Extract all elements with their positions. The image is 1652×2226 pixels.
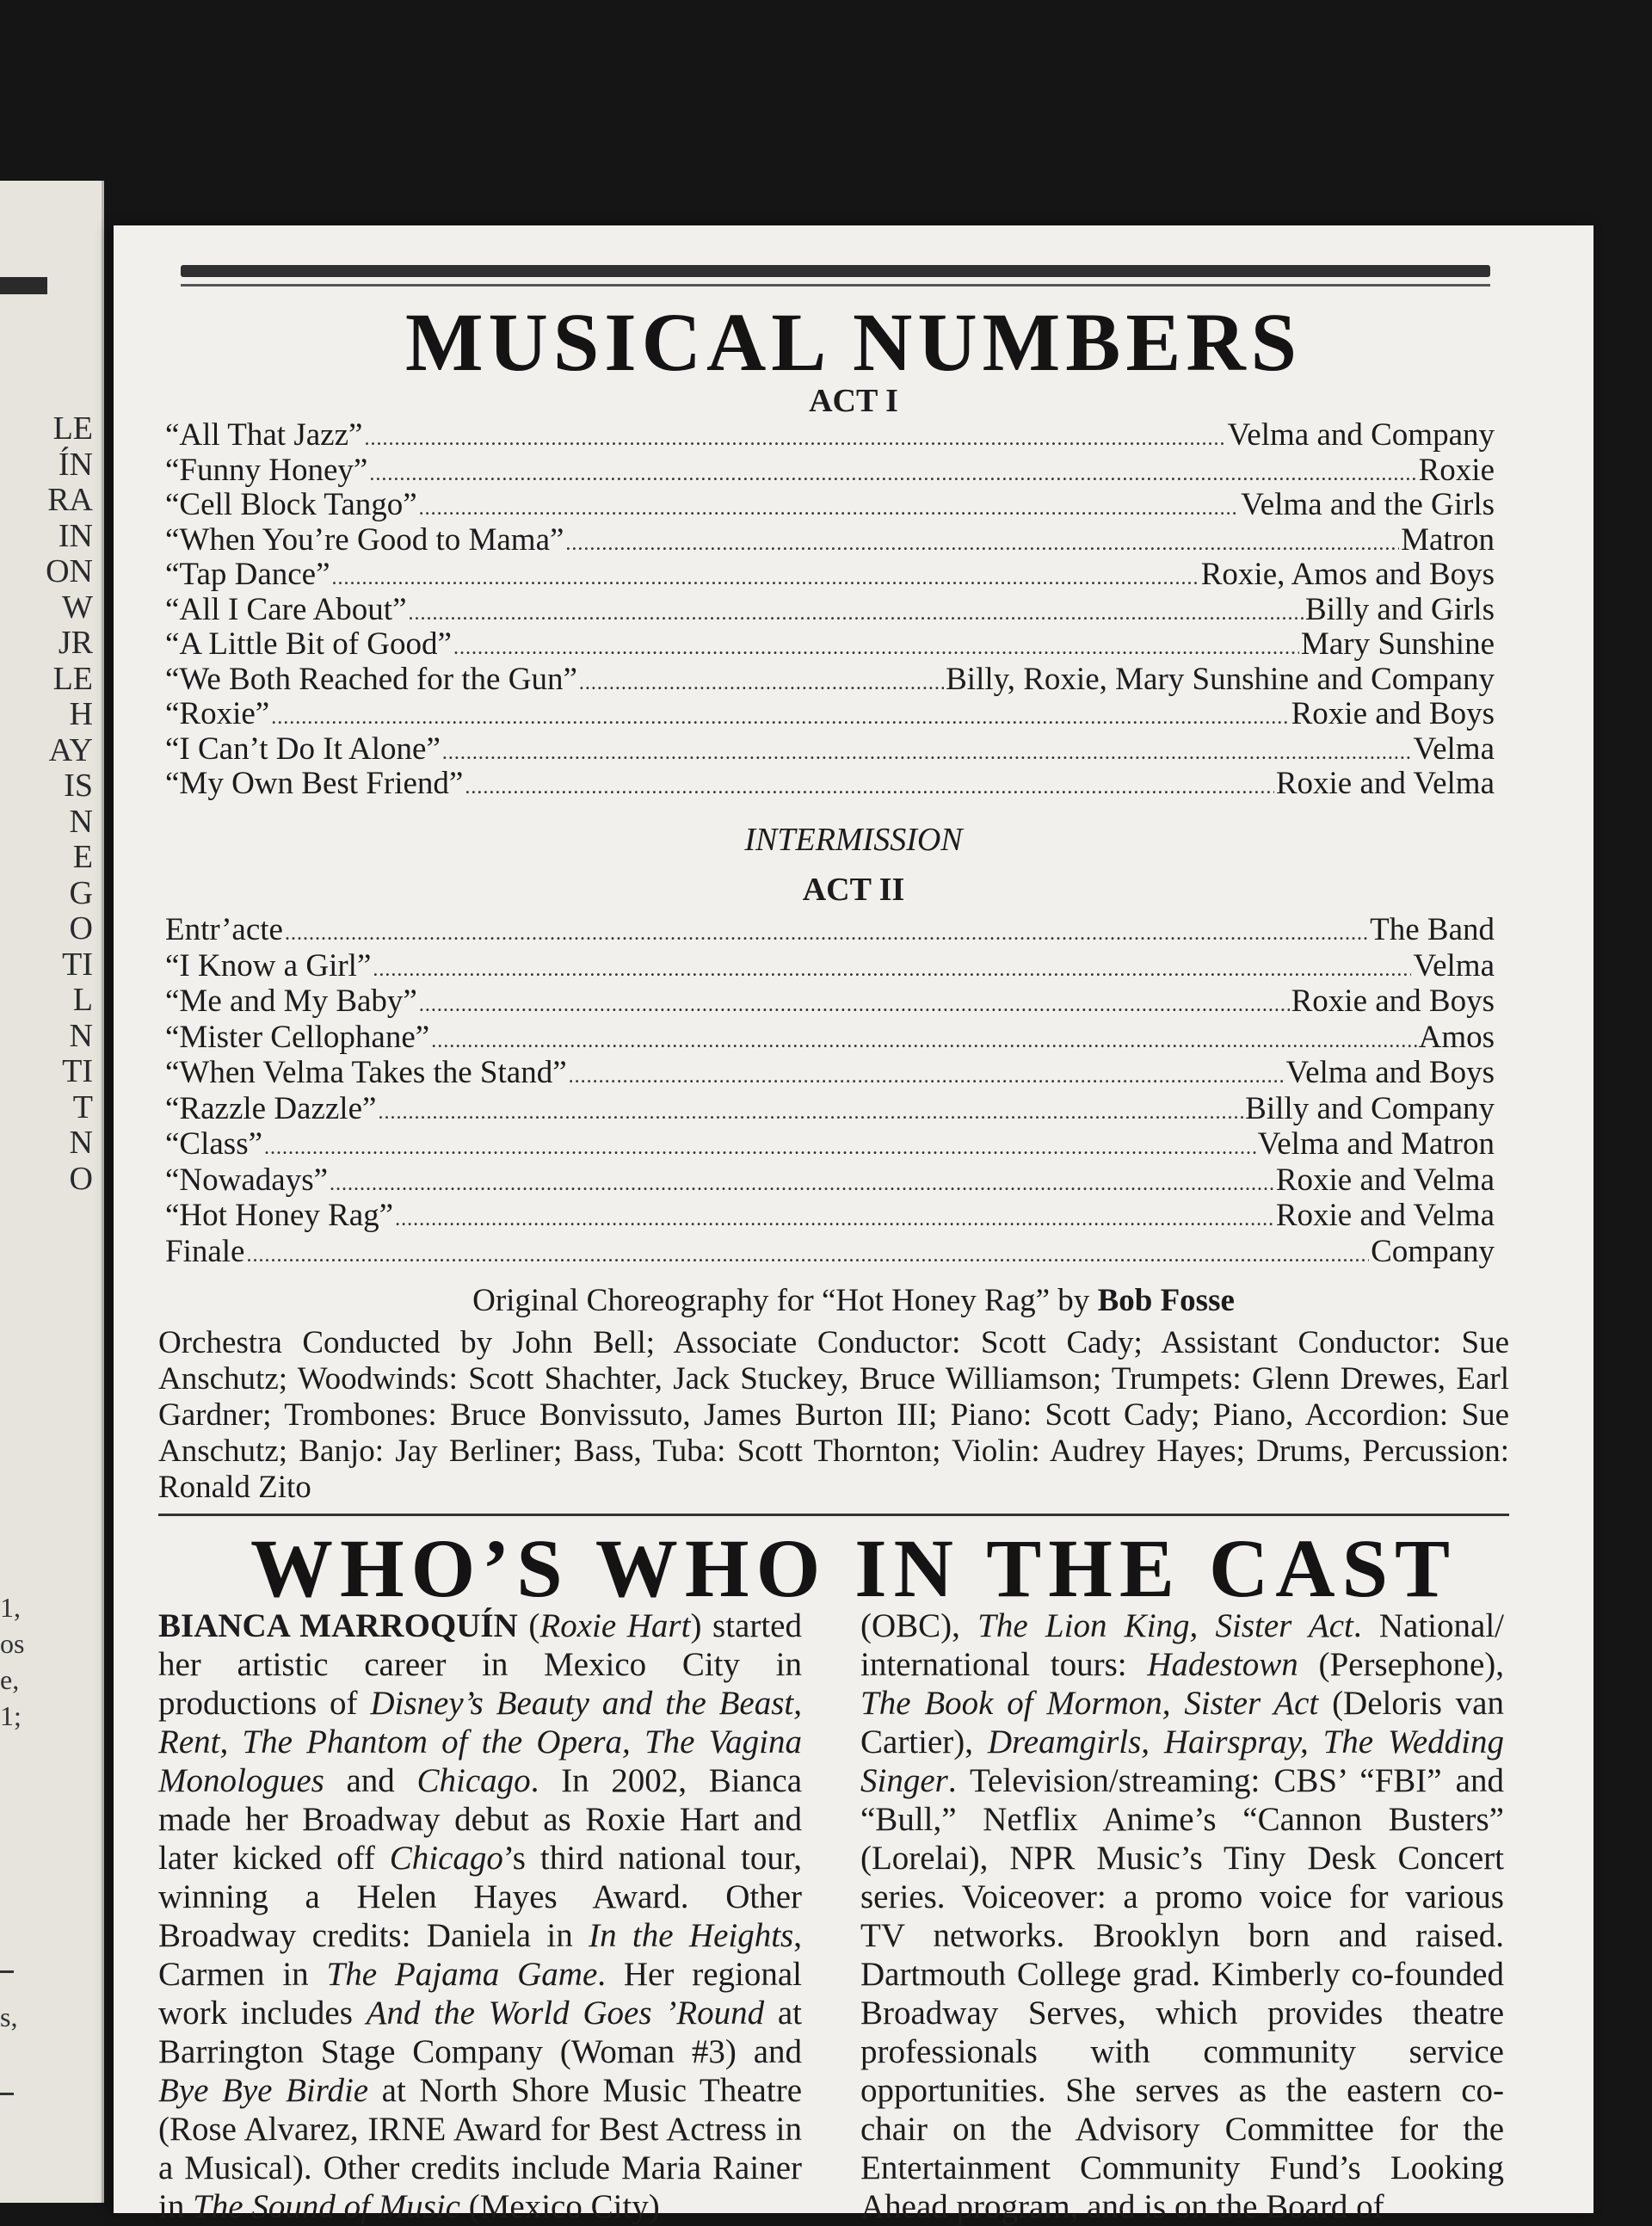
song-title: “Funny Honey” (165, 452, 368, 488)
left-page-letter: IN (58, 517, 93, 554)
bio-column-left: BIANCA MARROQUÍN (Roxie Hart) started her artistic career in Mexico City in productions of Disney’s Beauty and the Beast, Rent, The Phantom of the Opera, The Vagina Monologues and Chicago. In 2002, Bianca made her Broadway debut as Roxie Hart and later kicked off Chicago’s third national tour, winning a Helen Hayes Award. Other Broadway credits: Daniela in In the Heights, Carmen in The Pajama Game. Her regional work includes And the World Goes ’Round at Barrington Stage Company (Woman #3) and Bye Bye Birdie at North Shore Music Theatre (Rose Alvarez, IRNE Award for Best Actress in a Musical). Other credits include Maria Rainer in The Sound of Music (Mexico City) (158, 1607, 803, 2225)
bio-title-italic: Bye Bye Birdie (158, 2072, 369, 2109)
left-page-letter: IS (64, 768, 93, 804)
song-title: “We Both Reached for the Gun” (165, 661, 577, 697)
song-title: “Nowadays” (165, 1162, 329, 1198)
left-page-letter: N (69, 803, 93, 840)
bio-title-italic: The Book of Mormon, Sister Act (860, 1685, 1319, 1722)
leader-dots (431, 1024, 1416, 1060)
top-rule (181, 265, 1490, 277)
choreography-text: Original Choreography for “Hot Honey Rag” by (472, 1283, 1090, 1318)
performer: Velma (1413, 947, 1495, 984)
song-title: “When You’re Good to Mama” (165, 521, 564, 558)
performer: Roxie and Boys (1291, 696, 1495, 731)
left-page-letter: T (72, 1088, 93, 1125)
performer: The Band (1370, 912, 1495, 947)
leader-dots (364, 422, 1225, 457)
leader-dots (285, 916, 1368, 953)
intermission-label: INTERMISSION (744, 822, 963, 858)
bio-text: . In 2002, Bianca made her Broadway debut as Roxie Hart and later kicked off (158, 1762, 802, 1877)
left-page-letter: L (72, 982, 93, 1018)
left-page-letter: W (62, 589, 93, 626)
leader-dots (264, 1131, 1256, 1167)
leader-dots (332, 561, 1199, 596)
bio-text: ’s third national tour, winning a Helen Hayes Award. Other Broadway credits: Daniela in (158, 1840, 802, 1954)
top-rule-thin (181, 284, 1490, 287)
song-title: “I Can’t Do It Alone” (165, 731, 441, 767)
musical-number-row (165, 663, 1495, 698)
left-page-letter: TI (62, 946, 93, 983)
performer: Velma (1413, 731, 1495, 767)
left-page-letter: E (72, 839, 93, 875)
musical-number-row (165, 984, 1495, 1020)
bio-title-italic: Chicago (416, 1762, 531, 1799)
leader-dots (373, 953, 1411, 989)
performer: Roxie (1418, 452, 1495, 488)
musical-number-row (165, 627, 1495, 663)
leader-dots (395, 1202, 1274, 1238)
leader-dots (330, 1167, 1274, 1203)
left-dash (0, 2093, 14, 2095)
musical-number-row (165, 732, 1495, 768)
performer: Velma and Boys (1285, 1055, 1495, 1090)
left-page-letter: TI (62, 1053, 93, 1089)
bio-title-italic: The Sound of Music (193, 2188, 460, 2225)
bio-title-italic: The Lion King, Sister Act (977, 1607, 1353, 1644)
leader-dots (453, 631, 1299, 666)
musical-number-row (165, 1198, 1495, 1234)
bio-text: at Barrington Stage Company (Woman #3) and (158, 1995, 802, 2070)
performer: Amos (1418, 1019, 1495, 1055)
musical-number-row (165, 1162, 1495, 1199)
bio-text: (OBC), (860, 1607, 978, 1644)
left-fragment: s, (0, 2001, 18, 2032)
musical-number-row (165, 523, 1495, 558)
left-page-letter: ON (46, 553, 93, 589)
left-dash (0, 1970, 14, 1973)
performer: Roxie and Velma (1275, 1198, 1495, 1233)
song-title: “My Own Best Friend” (165, 766, 464, 801)
bio-title-italic: The Pajama Game (326, 1956, 598, 1993)
bio-title-italic: And the World Goes ’Round (366, 1995, 765, 2032)
song-title: “Razzle Dazzle” (165, 1090, 377, 1126)
musical-number-row (165, 488, 1495, 523)
performer: Roxie and Velma (1275, 1162, 1495, 1198)
song-title: “Roxie” (165, 696, 270, 731)
song-title: “I Know a Girl” (165, 947, 372, 984)
left-fragment: e, (0, 1664, 20, 1695)
leader-dots (409, 596, 1304, 632)
left-page-letter: AY (48, 731, 93, 768)
song-title: Entr’acte (165, 912, 283, 947)
song-title: “When Velma Takes the Stand” (165, 1055, 567, 1090)
song-title: “Tap Dance” (165, 557, 330, 592)
bio-name: BIANCA MARROQUÍN (158, 1607, 518, 1644)
leader-dots (442, 736, 1412, 771)
musical-number-row (165, 418, 1495, 453)
song-title: “Hot Honey Rag” (165, 1198, 394, 1233)
bio-text: at North Shore Music Theatre (Rose Alvarez, IRNE Award for Best Actress in a Musical). Other credits include Maria Rainer in (158, 2072, 802, 2225)
whos-who-title: WHO’S WHO IN THE CAST (250, 1522, 1458, 1614)
leader-dots (419, 491, 1239, 527)
performer: Billy and Company (1245, 1090, 1495, 1126)
left-page-letter: O (69, 910, 93, 947)
bio-role: Roxie Hart (539, 1607, 691, 1644)
bio-column-right (860, 1606, 1504, 2226)
bio-title-italic: Chicago (389, 1840, 503, 1877)
bio-text: ) started her artistic career in Mexico City in productions of (158, 1607, 802, 1722)
performer: Velma and the Girls (1241, 487, 1495, 522)
bio-text: , Carmen in (158, 1917, 802, 1993)
musical-number-row (165, 1091, 1495, 1127)
song-title: “Me and My Baby” (165, 984, 417, 1019)
bio-title-italic: In the Heights (589, 1917, 794, 1954)
song-title: “Class” (165, 1126, 263, 1162)
bio-text: (Persephone), (1298, 1646, 1504, 1683)
bio-text: . National/ international tours: (860, 1607, 1504, 1683)
leader-dots (565, 527, 1399, 562)
musical-number-row (165, 593, 1495, 628)
musical-number-row (165, 1234, 1495, 1270)
musical-number-row (165, 1126, 1495, 1162)
song-title: “Mister Cellophane” (165, 1019, 430, 1055)
choreography-credit (114, 1282, 1593, 1319)
orchestra-credits: Orchestra Conducted by John Bell; Associate Conductor: Scott Cady; Assistant Conductor: Sue Anschutz; Woodwinds: Scott Shachter, Jack Stuckey, Bruce Williamson; Trumpets: Glenn Drewes, Earl Gardner; Trombones: Bruce Bonvissuto, James Burton III; Piano: Scott Cady; Piano, Accordion: Sue Anschutz; Banjo: Jay Berliner; Bass, Tuba: Scott Thornton; Violin: Audrey Hayes; Drums, Percussion: Ronald Zito (158, 1325, 1509, 1505)
leader-dots (419, 988, 1290, 1024)
leader-dots (579, 666, 944, 701)
musical-number-row (165, 1020, 1495, 1056)
bio-text: (Deloris van Cartier), (860, 1685, 1504, 1760)
act-one-list (165, 418, 1495, 802)
musical-number-row (165, 558, 1495, 593)
left-page-rule (0, 277, 47, 294)
bio-text: (Mexico City) (460, 2188, 660, 2225)
bio-title-italic: Disney’s Beauty and the Beast, Rent, The Phantom of the Opera, The Vagina Monologues (158, 1685, 802, 1799)
left-fragment: os (0, 1628, 25, 1659)
bio-title-italic: Hadestown (1147, 1646, 1298, 1683)
musical-numbers-title: MUSICAL NUMBERS (404, 296, 1303, 388)
song-title: “All That Jazz” (165, 417, 363, 453)
left-page-letter: N (69, 1125, 93, 1161)
leader-dots (378, 1095, 1243, 1131)
left-page-letter: LE (52, 410, 93, 447)
act-one-heading: ACT I (809, 383, 898, 419)
act-two-list (165, 912, 1495, 1269)
left-page-letter: H (69, 696, 93, 732)
bio-text: and (324, 1762, 417, 1799)
act-two-heading: ACT II (802, 872, 905, 908)
left-page-letter: LE (52, 660, 93, 697)
left-page-letter: ÍN (58, 446, 93, 483)
bio-text: . Her regional work includes (158, 1956, 803, 2032)
musical-number-row (165, 1055, 1495, 1091)
musical-number-row (165, 948, 1495, 984)
performer: Roxie, Amos and Boys (1200, 557, 1495, 592)
performer: Billy and Girls (1305, 591, 1495, 627)
left-fragment: 1; (0, 1700, 22, 1731)
bio-text: . Television/streaming: CBS’ “FBI” and “Bull,” Netflix Anime’s “Cannon Busters” (Lorelai), NPR Music’s Tiny Desk Concert series. Voiceover: a promo voice for various TV networks. Brooklyn born and raised. Dartmouth College grad. Kimberly co-founded Broadway Serves, which provides theatre professionals with community service opportunities. She serves as the eastern co-chair on the Advisory Committee for the Entertainment Community Fund’s Looking Ahead program, and is on the Board of (860, 1762, 1504, 2225)
section-divider (158, 1514, 1509, 1516)
performer: Velma and Company (1227, 417, 1495, 453)
choreographer-name: Bob Fosse (1097, 1283, 1235, 1318)
song-title: Finale (165, 1233, 245, 1269)
leader-dots (271, 700, 1289, 736)
bio-title-italic: Dreamgirls, Hairspray, The Wedding Singer (860, 1723, 1505, 1799)
left-page-letter: O (69, 1160, 93, 1197)
performer: Company (1371, 1233, 1495, 1269)
program-page (114, 225, 1593, 2225)
performer: Velma and Matron (1257, 1126, 1495, 1162)
leader-dots (569, 1059, 1285, 1095)
left-page-letter: G (69, 874, 93, 911)
musical-number-row (165, 767, 1495, 802)
left-fragment: 1, (0, 1592, 21, 1623)
song-title: “A Little Bit of Good” (165, 626, 452, 662)
musical-number-row (165, 453, 1495, 489)
performer: Mary Sunshine (1300, 626, 1495, 662)
left-facing-page (0, 181, 104, 2203)
left-page-letter: N (69, 1017, 93, 1054)
musical-number-row (165, 912, 1495, 948)
left-page-letters (46, 411, 93, 1197)
performer: Roxie and Boys (1291, 984, 1495, 1019)
performer: Roxie and Velma (1275, 766, 1495, 801)
left-page-letter: JR (58, 625, 93, 661)
performer: Matron (1401, 521, 1495, 558)
left-page-letter: RA (47, 482, 93, 518)
leader-dots (369, 457, 1416, 492)
leader-dots (246, 1238, 1369, 1274)
performer: Billy, Roxie, Mary Sunshine and Company (946, 661, 1495, 697)
leader-dots (465, 770, 1274, 805)
song-title: “All I Care About” (165, 591, 407, 627)
song-title: “Cell Block Tango” (165, 487, 417, 522)
musical-number-row (165, 697, 1495, 732)
